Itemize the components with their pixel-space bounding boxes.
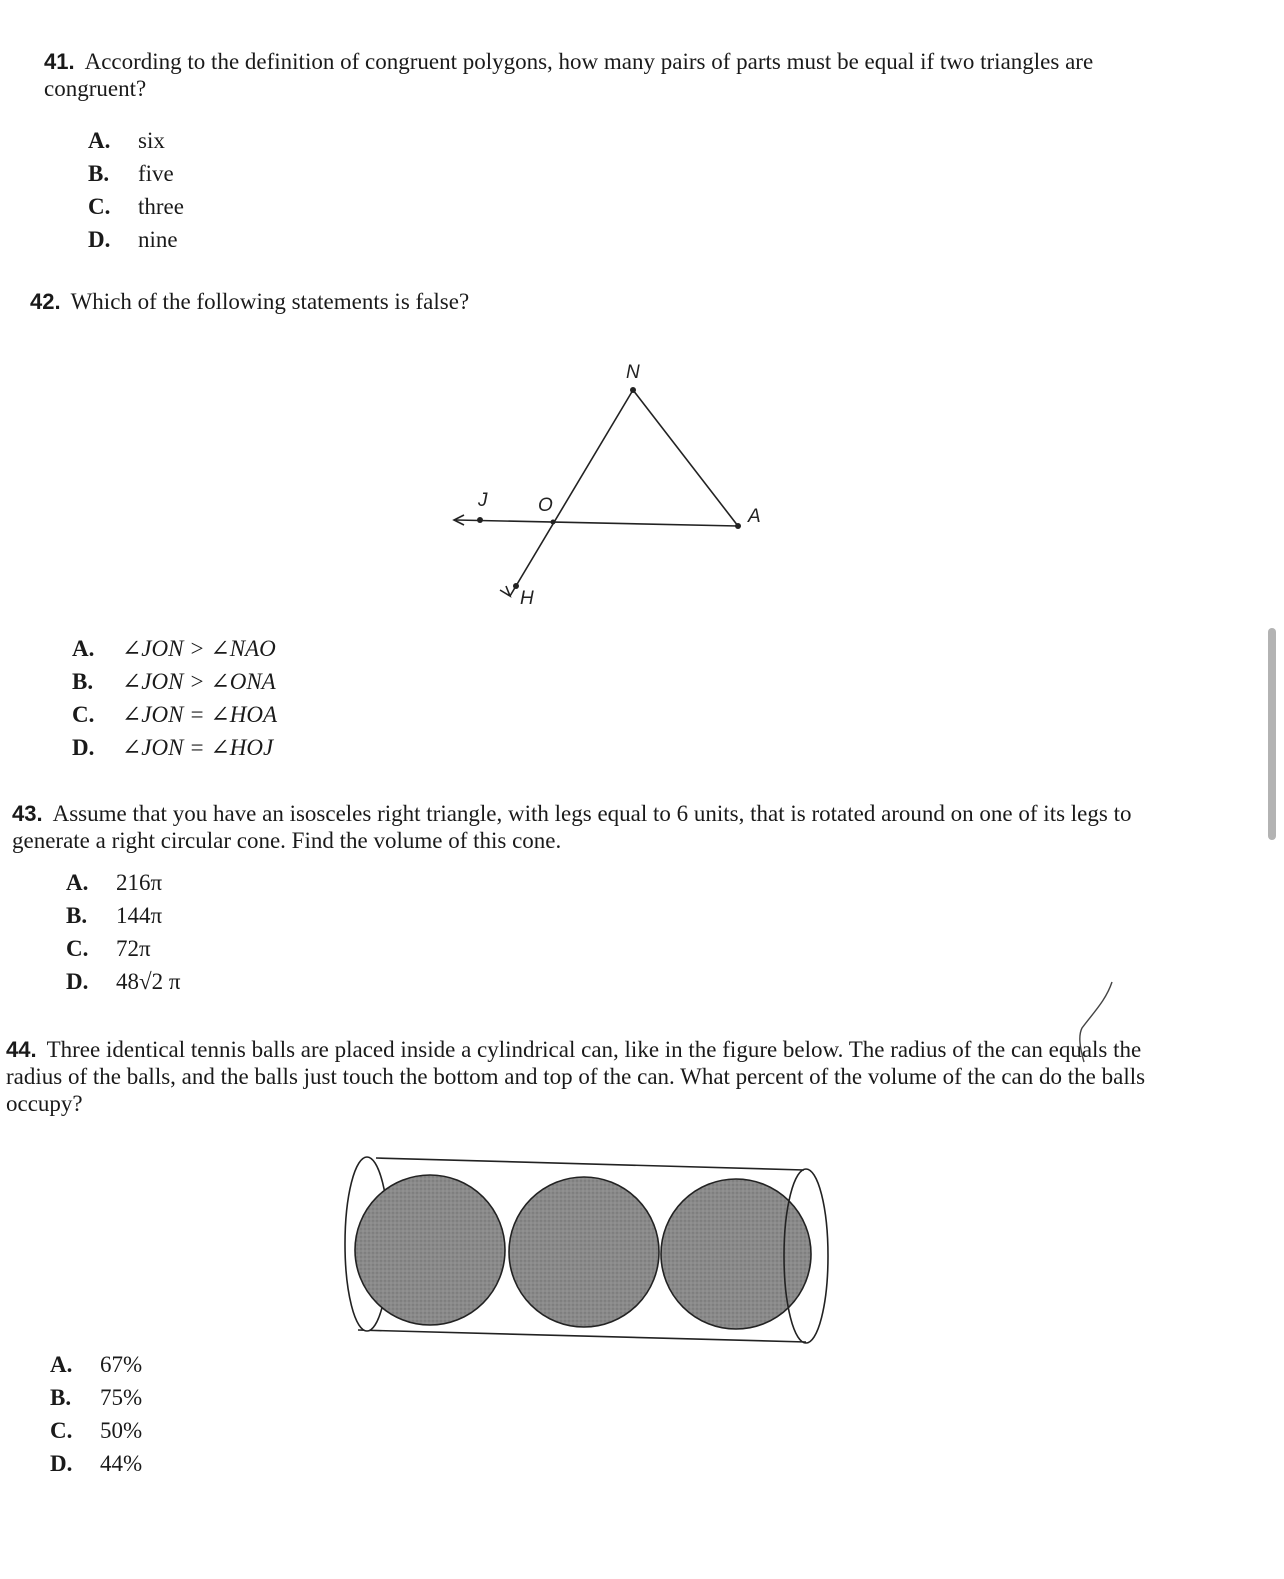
option-a[interactable] (50, 1348, 142, 1381)
ray-aj (456, 520, 738, 526)
option-letter: A. (72, 636, 95, 661)
arrowhead-h (500, 586, 510, 596)
option-b[interactable] (88, 157, 1184, 190)
question-text: Three identical tennis balls are placed inside a cylindrical can, like in the figure below. The radius of the can equals the radius of the balls, and the balls just touch the bottom and top of the can. What percent of the volume of the can do the balls occupy? (6, 1037, 1146, 1116)
option-d[interactable] (88, 223, 1184, 256)
option-d[interactable] (50, 1447, 142, 1480)
question-42-options (72, 632, 277, 764)
option-text: 67% (100, 1352, 143, 1377)
option-text: five (138, 161, 174, 186)
can-bottom-edge (358, 1330, 806, 1342)
point-n (630, 387, 636, 393)
option-letter: A. (66, 870, 89, 895)
option-text: 75% (100, 1385, 143, 1410)
question-41-prompt (44, 48, 1184, 102)
question-number: 43. (12, 801, 43, 826)
option-letter: D. (66, 969, 89, 994)
option-text: 144π (116, 903, 163, 928)
scrollbar-thumb[interactable] (1268, 628, 1276, 840)
option-c[interactable] (50, 1414, 142, 1447)
point-a (735, 523, 741, 529)
option-letter: B. (88, 161, 110, 186)
label-o: O (538, 495, 553, 516)
question-44 (6, 1036, 1176, 1117)
option-text: 216π (116, 870, 163, 895)
side-na (633, 390, 738, 526)
option-text: 50% (100, 1418, 143, 1443)
option-a[interactable] (88, 124, 1184, 157)
question-text: Assume that you have an isosceles right triangle, with legs equal to 6 units, that is rotated around on one of its legs to generate a right circular cone. Find the volume of this cone. (12, 801, 1132, 853)
point-o (551, 520, 556, 525)
question-42 (30, 288, 1170, 315)
question-44-options (50, 1348, 142, 1480)
option-text: ∠JON = ∠HOA (122, 702, 277, 727)
option-letter: A. (88, 128, 111, 153)
question-44-prompt (6, 1036, 1176, 1117)
label-n: N (626, 362, 640, 383)
triangle-figure (440, 350, 780, 620)
option-letter: B. (50, 1385, 72, 1410)
option-b[interactable] (66, 899, 1162, 932)
option-d[interactable] (66, 965, 1162, 998)
question-number: 42. (30, 289, 61, 314)
option-a[interactable] (66, 866, 1162, 899)
question-number: 44. (6, 1037, 37, 1062)
tennis-can-figure (336, 1152, 836, 1348)
line-nh (510, 390, 633, 596)
option-letter: B. (72, 669, 94, 694)
option-letter: B. (66, 903, 88, 928)
question-41 (44, 48, 1184, 256)
question-text: According to the definition of congruent polygons, how many pairs of parts must be equal if two triangles are congruent? (44, 49, 1094, 101)
point-h (513, 583, 519, 589)
option-text: 48√2 π (116, 969, 181, 994)
option-c[interactable] (72, 698, 277, 731)
option-letter: D. (50, 1451, 73, 1476)
question-43-prompt (12, 800, 1162, 854)
option-letter: C. (88, 194, 111, 219)
label-j: J (478, 490, 488, 511)
option-letter: C. (66, 936, 89, 961)
question-43 (12, 800, 1162, 998)
point-j (477, 517, 483, 523)
option-text: ∠JON = ∠HOJ (122, 735, 274, 760)
answer-options (88, 124, 1184, 256)
label-h: H (520, 588, 534, 609)
option-letter: D. (72, 735, 95, 760)
question-number: 41. (44, 49, 75, 74)
tennis-ball-1 (355, 1175, 505, 1325)
question-42-prompt (30, 288, 1170, 315)
option-text: 44% (100, 1451, 143, 1476)
option-text: ∠JON > ∠NAO (122, 636, 276, 661)
option-text: six (138, 128, 165, 153)
option-text: three (138, 194, 184, 219)
option-letter: C. (72, 702, 95, 727)
option-d[interactable] (72, 731, 277, 764)
option-text: ∠JON > ∠ONA (122, 669, 276, 694)
can-top-edge (376, 1158, 804, 1170)
option-letter: A. (50, 1352, 73, 1377)
option-letter: D. (88, 227, 111, 252)
answer-options (66, 866, 1162, 998)
option-b[interactable] (50, 1381, 142, 1414)
option-a[interactable] (72, 632, 277, 665)
option-text: 72π (116, 936, 151, 961)
question-text: Which of the following statements is false? (70, 289, 470, 314)
option-c[interactable] (66, 932, 1162, 965)
tennis-ball-2 (509, 1177, 659, 1327)
option-letter: C. (50, 1418, 73, 1443)
option-text: nine (138, 227, 178, 252)
option-b[interactable] (72, 665, 277, 698)
label-a: A (748, 506, 761, 527)
option-c[interactable] (88, 190, 1184, 223)
